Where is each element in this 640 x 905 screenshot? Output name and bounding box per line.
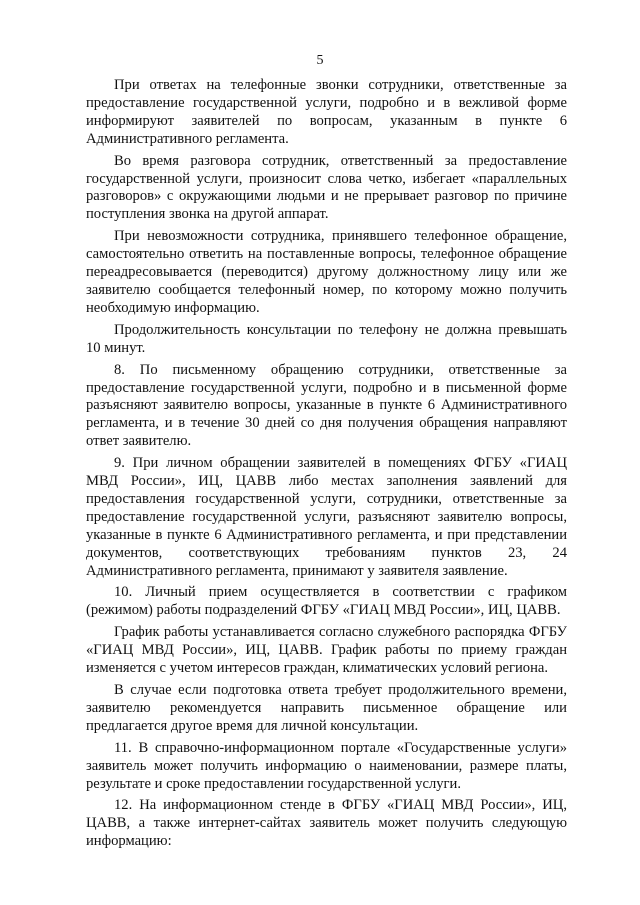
page-number: 5 <box>316 53 324 68</box>
paragraph-redirect: При невозможности сотрудника, принявшего телефонное обращение, самостоятельно ответить на поставленные вопросы, телефонное обращение переадресовывается (переводится) другому должностному лицу или же заявителю сообщается телефонный номер, по которому можно получить необходимую информацию. <box>86 228 567 316</box>
paragraph-item-9: 9. При личном обращении заявителей в помещениях ФГБУ «ГИАЦ МВД России», ИЦ, ЦАВВ либо местах заполнения заявлений для предоставления государственной услуги, сотрудники, ответственные за предоставление государственной услуги, разъясняют заявителю вопросы, указанные в пункте 6 Административного регламента, и при представлении документов, соответствующих требованиям пунктов 23, 24 Административного регламента, принимают у заявителя заявление. <box>86 455 567 579</box>
paragraph-phone-answers: При ответах на телефонные звонки сотрудники, ответственные за предоставление государственной услуги, подробно и в вежливой форме информируют заявителей по вопросам, указанным в пункте 6 Административного регламента. <box>86 77 567 147</box>
paragraph-duration: Продолжительность консультации по телефону не должна превышать 10 минут. <box>86 321 567 356</box>
paragraph-conversation: Во время разговора сотрудник, ответственный за предоставление государственной услуги, произносит слова четко, избегает «параллельных разговоров» с окружающими людьми и не прерывает разговор по причине поступления звонка на другой аппарат. <box>86 152 567 223</box>
paragraph-item-12: 12. На информационном стенде в ФГБУ «ГИАЦ МВД России», ИЦ, ЦАВВ, а также интернет-сайтах заявитель может получить следующую информацию: <box>86 797 567 850</box>
paragraph-long-answer: В случае если подготовка ответа требует продолжительного времени, заявителю рекомендуется направить письменное обращение или предлагается другое время для личной консультации. <box>86 682 567 734</box>
paragraph-schedule: График работы устанавливается согласно служебного распорядка ФГБУ «ГИАЦ МВД России», ИЦ, ЦАВВ. График работы по приему граждан изменяется с учетом интересов граждан, климатических условий региона. <box>86 624 567 677</box>
body-text <box>86 77 567 855</box>
paragraph-item-10: 10. Личный прием осуществляется в соответствии с графиком (режимом) работы подразделений ФГБУ «ГИАЦ МВД России», ИЦ, ЦАВВ. <box>86 584 567 619</box>
paragraph-item-8: 8. По письменному обращению сотрудники, ответственные за предоставление государственной услуги, подробно и в письменной форме разъясняют заявителю вопросы, указанные в пункте 6 Административного регламента, и в течение 30 дней со дня получения обращения направляют ответ заявителю. <box>86 361 567 450</box>
paragraph-item-11: 11. В справочно-информационном портале «Государственные услуги» заявитель может получить информацию о наименовании, размере платы, результате и сроке предоставлении государственной услуги. <box>86 739 567 792</box>
